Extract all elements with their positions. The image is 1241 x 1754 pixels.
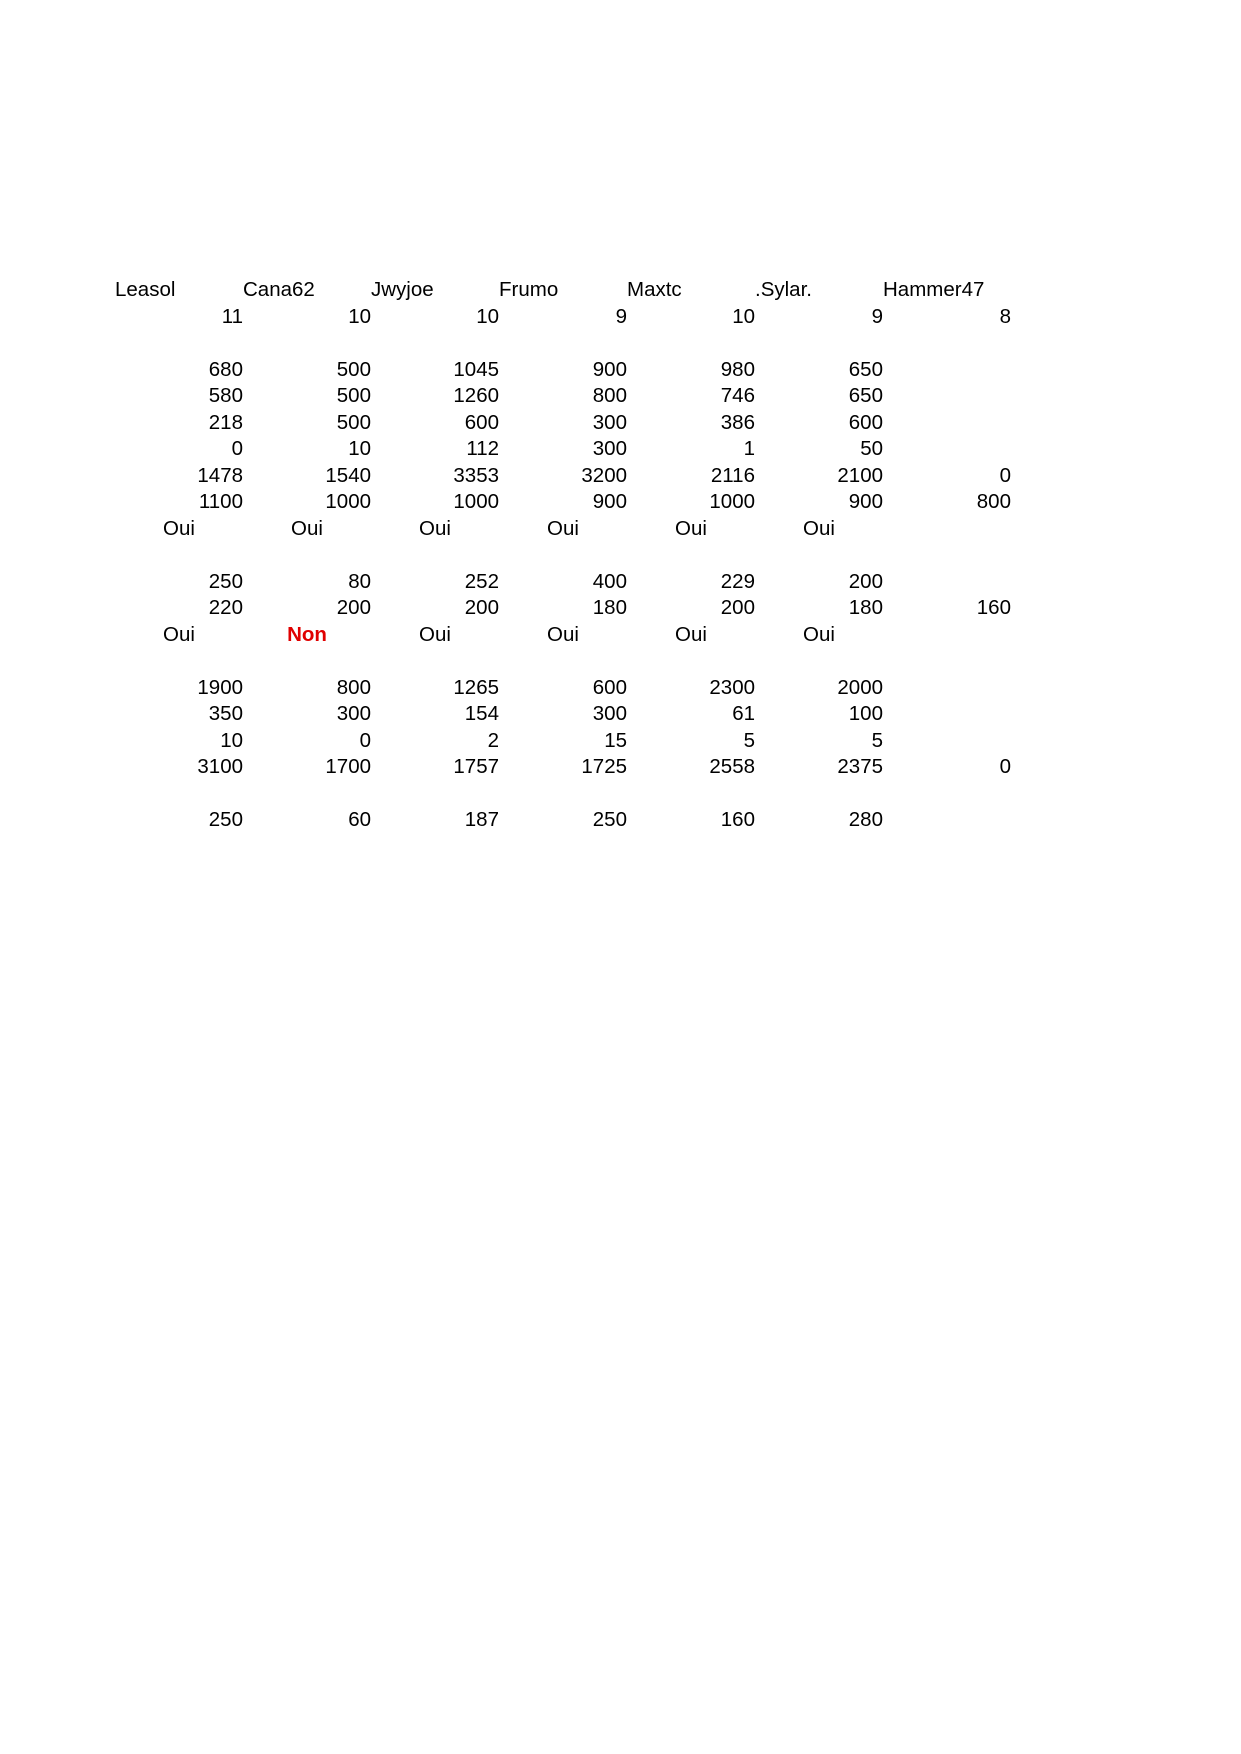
value-cell: 80 [348,569,371,593]
value-cell: 200 [464,596,499,619]
value-cell: 1700 [325,755,371,778]
column-header: Hammer47 [883,278,985,301]
value-cell: 500 [336,384,371,407]
value-cell: 1900 [197,675,243,699]
status-cell: Non [287,622,327,646]
value-cell: 8 [999,304,1011,328]
value-cell: 900 [592,490,627,513]
value-cell: 1000 [325,490,371,513]
value-cell [755,330,883,357]
status-cell: Oui [547,516,579,540]
data-sheet [115,277,1011,834]
value-cell [883,330,1011,357]
table-row [115,410,1011,437]
value-cell: 10 [348,304,371,328]
table-row [115,304,1011,331]
table-row [115,728,1011,755]
header-row [115,277,1011,304]
status-cell: Oui [291,516,323,540]
value-cell [499,542,627,569]
value-cell: 0 [359,728,371,752]
value-cell: 1000 [709,490,755,513]
value-cell [371,781,499,808]
status-cell [883,516,1011,543]
value-cell [755,781,883,808]
value-cell: 350 [208,702,243,725]
value-cell: 1100 [198,490,243,513]
column-header: Cana62 [243,278,315,301]
status-cell: Oui [419,622,451,646]
value-cell: 300 [592,437,627,460]
value-cell: 1 [743,437,755,460]
table-row [115,807,1011,834]
status-cell: Oui [419,516,451,540]
value-cell: 5 [743,728,755,752]
value-cell: 1045 [453,357,499,381]
status-cell: Oui [163,622,195,646]
value-cell: 1540 [325,463,371,487]
value-cell [115,781,243,808]
value-cell: 300 [336,702,371,725]
value-cell: 600 [464,410,499,434]
table-row [115,622,1011,649]
status-cell: Oui [675,516,707,540]
value-cell: 250 [592,808,627,831]
value-cell: 3353 [453,463,499,487]
spacer-row [115,542,1011,569]
value-cell: 200 [336,596,371,619]
value-cell [371,542,499,569]
value-cell: 0 [231,437,243,460]
spacer-row [115,648,1011,675]
value-cell: 229 [720,569,755,593]
table-row [115,489,1011,516]
table-row [115,383,1011,410]
value-cell: 180 [848,596,883,619]
value-cell: 280 [848,808,883,831]
column-header: .Sylar. [755,278,812,301]
table-row [115,463,1011,490]
value-cell: 2 [487,728,499,752]
table-row [115,754,1011,781]
value-cell: 61 [732,702,755,725]
value-cell [627,648,755,675]
value-cell: 2100 [837,463,883,487]
column-header: Frumo [499,278,559,301]
status-cell [883,622,1011,649]
value-cell [883,357,1011,384]
value-cell: 180 [592,596,627,619]
value-cell [371,648,499,675]
value-cell: 500 [336,410,371,434]
value-cell: 1260 [453,384,499,407]
value-cell: 250 [208,808,243,831]
value-cell: 2000 [837,675,883,699]
value-cell: 980 [720,357,755,381]
value-cell: 400 [592,569,627,593]
value-cell [883,807,1011,834]
status-cell: Oui [547,622,579,646]
value-cell [243,781,371,808]
value-cell: 0 [999,755,1011,778]
value-cell: 680 [208,357,243,381]
table-row [115,675,1011,702]
value-cell: 800 [976,490,1011,513]
value-cell: 11 [221,304,243,328]
value-cell: 15 [604,728,627,752]
value-cell: 2300 [709,675,755,699]
value-cell [243,330,371,357]
value-cell: 500 [336,357,371,381]
table-row [115,516,1011,543]
spacer-row [115,781,1011,808]
value-cell: 900 [848,490,883,513]
value-cell: 200 [848,569,883,593]
value-cell [883,781,1011,808]
table-row [115,569,1011,596]
value-cell [883,648,1011,675]
value-cell: 9 [615,304,627,328]
value-cell [371,330,499,357]
table-row [115,357,1011,384]
value-cell: 10 [476,304,499,328]
value-cell: 5 [871,728,883,752]
value-cell: 250 [208,569,243,593]
value-cell: 900 [592,357,627,381]
status-cell: Oui [675,622,707,646]
value-cell [243,648,371,675]
value-cell [883,410,1011,437]
value-cell: 160 [720,808,755,831]
value-cell: 9 [871,304,883,328]
value-cell: 0 [999,463,1011,487]
spacer-row [115,330,1011,357]
value-cell [883,701,1011,728]
value-cell [115,648,243,675]
value-cell [883,569,1011,596]
value-cell [883,542,1011,569]
column-header: Leasol [115,278,176,301]
value-cell [115,542,243,569]
column-header: Jwyjoe [371,278,434,301]
value-cell: 187 [464,808,499,831]
value-cell: 10 [732,304,755,328]
value-cell [627,781,755,808]
value-cell: 600 [592,675,627,699]
value-cell: 800 [336,675,371,699]
value-cell: 1725 [581,755,627,778]
value-cell: 2558 [709,755,755,778]
value-cell [883,728,1011,755]
value-cell [115,330,243,357]
table-row [115,701,1011,728]
value-cell [499,781,627,808]
table-row [115,436,1011,463]
value-cell: 746 [720,384,755,407]
value-cell [499,330,627,357]
value-cell: 1478 [197,463,243,487]
value-cell [883,383,1011,410]
value-cell: 10 [220,728,243,752]
value-cell: 3200 [581,463,627,487]
status-cell: Oui [803,516,835,540]
value-cell: 220 [208,596,243,619]
value-cell: 2116 [710,463,755,487]
column-header: Maxtc [627,278,682,301]
table-row [115,595,1011,622]
value-cell: 60 [348,808,371,831]
value-cell: 154 [464,702,499,725]
value-cell: 3100 [197,755,243,778]
value-cell: 800 [592,384,627,407]
value-cell: 200 [720,596,755,619]
value-cell: 1757 [453,755,499,778]
value-cell [627,542,755,569]
value-cell: 1265 [453,675,499,699]
value-cell: 100 [848,702,883,725]
status-cell: Oui [803,622,835,646]
value-cell [755,648,883,675]
value-cell: 650 [848,384,883,407]
value-cell [627,330,755,357]
value-cell: 160 [976,596,1011,619]
value-cell [755,542,883,569]
value-cell [243,542,371,569]
value-cell: 386 [720,410,755,434]
value-cell: 600 [848,410,883,434]
value-cell: 300 [592,410,627,434]
value-cell [499,648,627,675]
value-cell [883,436,1011,463]
sheet-body [115,277,1011,834]
value-cell: 580 [208,384,243,407]
value-cell: 112 [466,437,499,460]
value-cell: 2375 [837,755,883,778]
value-cell: 50 [860,437,883,460]
value-cell [883,675,1011,702]
value-cell: 10 [348,437,371,460]
status-cell: Oui [163,516,195,540]
value-cell: 252 [464,569,499,593]
value-cell: 1000 [453,490,499,513]
value-cell: 650 [848,357,883,381]
value-cell: 218 [208,410,243,434]
value-cell: 300 [592,702,627,725]
